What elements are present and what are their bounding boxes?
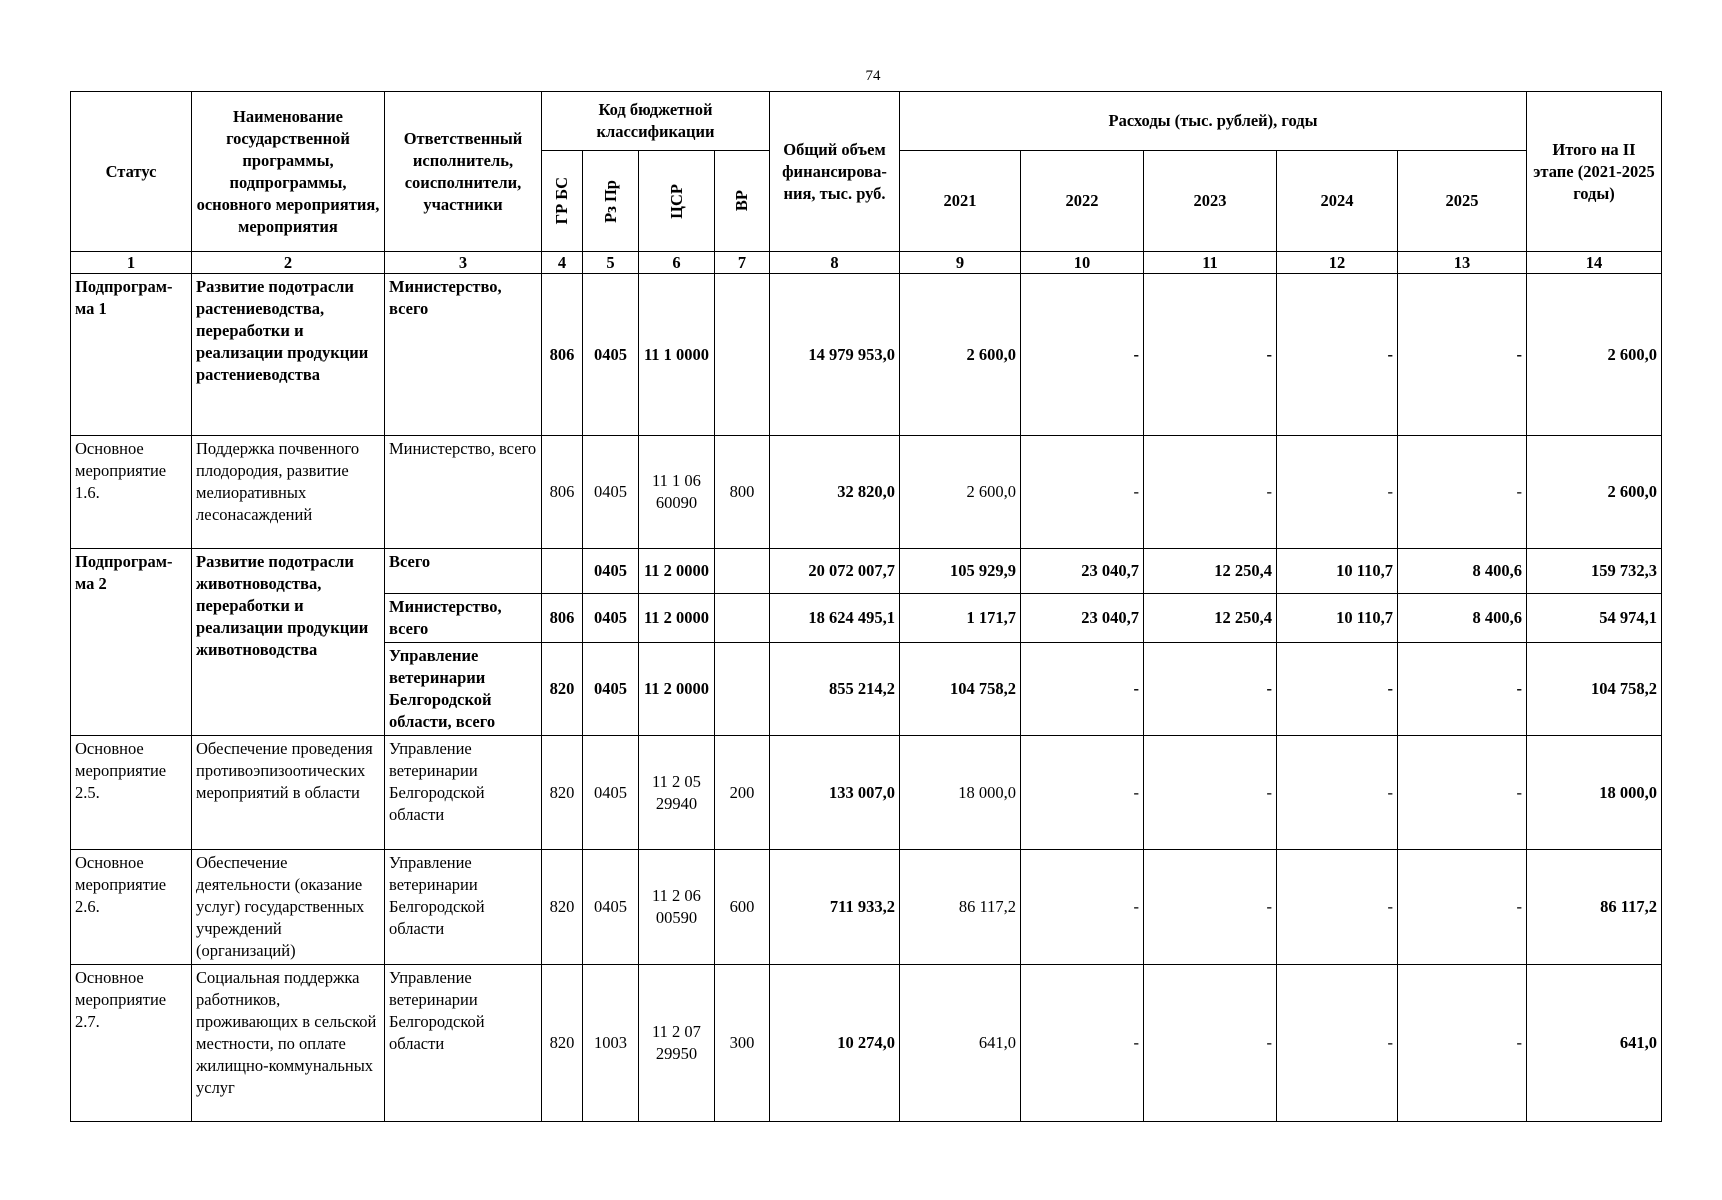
row-executor: Управление ветеринарии Белгородской области (385, 736, 542, 850)
row-executor: Министерство, всего (385, 274, 542, 436)
row-2025: - (1398, 643, 1527, 736)
header-rzpr: Рз Пр (600, 179, 620, 223)
row-grbs: 820 (542, 965, 583, 1122)
row-csr: 11 1 06 60090 (639, 436, 715, 549)
row-rzpr: 0405 (583, 549, 639, 594)
row-2025: 8 400,6 (1398, 549, 1527, 594)
row-csr: 11 2 0000 (639, 549, 715, 594)
column-number: 11 (1144, 252, 1277, 274)
row-name: Обеспечение деятельности (оказание услуг) государственных учреждений (организаций) (192, 850, 385, 965)
column-number: 1 (71, 252, 192, 274)
row-2025: - (1398, 850, 1527, 965)
row-total: 18 624 495,1 (770, 594, 900, 643)
row-vr (715, 594, 770, 643)
column-number: 6 (639, 252, 715, 274)
header-year-2024: 2024 (1277, 151, 1398, 252)
row-rzpr: 0405 (583, 736, 639, 850)
row-total: 32 820,0 (770, 436, 900, 549)
row-2025: - (1398, 274, 1527, 436)
row-2024: 10 110,7 (1277, 594, 1398, 643)
column-number: 12 (1277, 252, 1398, 274)
row-status: Подпрограм-ма 2 (71, 549, 192, 736)
table-row-measure-1-6 (71, 436, 1662, 549)
header-year-2021: 2021 (900, 151, 1021, 252)
table-row-measure-2-7 (71, 965, 1662, 1122)
row-name: Развитие подотрасли животноводства, переработки и реализации продукции животноводства (192, 549, 385, 736)
row-2021: 86 117,2 (900, 850, 1021, 965)
row-2025: - (1398, 436, 1527, 549)
column-number: 4 (542, 252, 583, 274)
row-total: 14 979 953,0 (770, 274, 900, 436)
row-stage-total: 54 974,1 (1527, 594, 1662, 643)
row-2023: - (1144, 736, 1277, 850)
row-2025: 8 400,6 (1398, 594, 1527, 643)
row-2022: - (1021, 643, 1144, 736)
header-csr: ЦСР (666, 183, 686, 219)
row-total: 20 072 007,7 (770, 549, 900, 594)
row-csr: 11 2 05 29940 (639, 736, 715, 850)
row-2023: - (1144, 436, 1277, 549)
row-grbs: 820 (542, 850, 583, 965)
column-number: 14 (1527, 252, 1662, 274)
row-2022: - (1021, 850, 1144, 965)
row-2021: 2 600,0 (900, 436, 1021, 549)
row-rzpr: 0405 (583, 274, 639, 436)
header-year-2022: 2022 (1021, 151, 1144, 252)
row-total: 711 933,2 (770, 850, 900, 965)
column-number: 10 (1021, 252, 1144, 274)
row-2024: - (1277, 850, 1398, 965)
header-expenses: Расходы (тыс. рублей), годы (900, 92, 1527, 151)
row-status: Основное мероприятие 1.6. (71, 436, 192, 549)
row-csr: 11 2 0000 (639, 643, 715, 736)
row-csr: 11 1 0000 (639, 274, 715, 436)
row-2022: - (1021, 274, 1144, 436)
row-stage-total: 86 117,2 (1527, 850, 1662, 965)
row-rzpr: 1003 (583, 965, 639, 1122)
row-total: 10 274,0 (770, 965, 900, 1122)
row-csr: 11 2 07 29950 (639, 965, 715, 1122)
row-2025: - (1398, 736, 1527, 850)
row-2022: 23 040,7 (1021, 549, 1144, 594)
row-executor: Министерство, всего (385, 436, 542, 549)
header-stage-total: Итого на II этапе (2021-2025 годы) (1527, 92, 1662, 252)
column-number: 5 (583, 252, 639, 274)
row-stage-total: 2 600,0 (1527, 274, 1662, 436)
column-number: 8 (770, 252, 900, 274)
column-number: 9 (900, 252, 1021, 274)
row-vr (715, 643, 770, 736)
row-vr: 200 (715, 736, 770, 850)
row-status: Подпрограм-ма 1 (71, 274, 192, 436)
row-vr (715, 274, 770, 436)
row-name: Социальная поддержка работников, проживающих в сельской местности, по оплате жилищно-коммунальных услуг (192, 965, 385, 1122)
row-grbs: 806 (542, 274, 583, 436)
row-executor: Всего (385, 549, 542, 594)
row-2021: 2 600,0 (900, 274, 1021, 436)
row-grbs (542, 549, 583, 594)
row-rzpr: 0405 (583, 643, 639, 736)
row-vr (715, 549, 770, 594)
row-status: Основное мероприятие 2.6. (71, 850, 192, 965)
row-rzpr: 0405 (583, 850, 639, 965)
row-csr: 11 2 0000 (639, 594, 715, 643)
header-year-2023: 2023 (1144, 151, 1277, 252)
row-executor: Управление ветеринарии Белгородской области, всего (385, 643, 542, 736)
row-executor: Министерство, всего (385, 594, 542, 643)
row-stage-total: 2 600,0 (1527, 436, 1662, 549)
column-number: 13 (1398, 252, 1527, 274)
row-2023: 12 250,4 (1144, 594, 1277, 643)
row-executor: Управление ветеринарии Белгородской области (385, 850, 542, 965)
row-stage-total: 104 758,2 (1527, 643, 1662, 736)
table-row-measure-2-5 (71, 736, 1662, 850)
row-name: Развитие подотрасли растениеводства, переработки и реализации продукции растениеводства (192, 274, 385, 436)
row-status: Основное мероприятие 2.7. (71, 965, 192, 1122)
page-number: 74 (865, 68, 881, 84)
column-number: 2 (192, 252, 385, 274)
row-stage-total: 18 000,0 (1527, 736, 1662, 850)
row-2021: 104 758,2 (900, 643, 1021, 736)
header-status: Статус (71, 92, 192, 252)
header-year-2025: 2025 (1398, 151, 1527, 252)
row-name: Поддержка почвенного плодородия, развитие мелиоративных лесонасаждений (192, 436, 385, 549)
column-number-row (71, 252, 1662, 274)
table-row-measure-2-6 (71, 850, 1662, 965)
row-vr: 600 (715, 850, 770, 965)
row-status: Основное мероприятие 2.5. (71, 736, 192, 850)
header-total-volume: Общий объем финансирова-ния, тыс. руб. (770, 92, 900, 252)
row-2021: 641,0 (900, 965, 1021, 1122)
row-vr: 800 (715, 436, 770, 549)
row-2021: 105 929,9 (900, 549, 1021, 594)
row-2022: 23 040,7 (1021, 594, 1144, 643)
table-row-subprogram-1 (71, 274, 1662, 436)
header-grbs: ГР БС (552, 177, 571, 225)
row-grbs: 820 (542, 643, 583, 736)
row-rzpr: 0405 (583, 594, 639, 643)
row-2024: - (1277, 965, 1398, 1122)
row-2023: - (1144, 643, 1277, 736)
row-2024: - (1277, 736, 1398, 850)
row-2024: - (1277, 436, 1398, 549)
row-2023: - (1144, 274, 1277, 436)
row-csr: 11 2 06 00590 (639, 850, 715, 965)
row-2022: - (1021, 965, 1144, 1122)
row-2023: - (1144, 850, 1277, 965)
row-2021: 18 000,0 (900, 736, 1021, 850)
header-name: Наименование государственной программы, подпрограммы, основного мероприятия, мероприятия (192, 92, 385, 252)
row-stage-total: 641,0 (1527, 965, 1662, 1122)
row-2024: - (1277, 274, 1398, 436)
row-2024: - (1277, 643, 1398, 736)
header-vr: ВР (732, 190, 751, 212)
row-stage-total: 159 732,3 (1527, 549, 1662, 594)
column-number: 7 (715, 252, 770, 274)
row-2022: - (1021, 736, 1144, 850)
row-2025: - (1398, 965, 1527, 1122)
row-2022: - (1021, 436, 1144, 549)
row-executor: Управление ветеринарии Белгородской области (385, 965, 542, 1122)
row-2023: 12 250,4 (1144, 549, 1277, 594)
row-name: Обеспечение проведения противоэпизоотических мероприятий в области (192, 736, 385, 850)
row-grbs: 806 (542, 436, 583, 549)
row-2023: - (1144, 965, 1277, 1122)
row-total: 133 007,0 (770, 736, 900, 850)
row-grbs: 820 (542, 736, 583, 850)
row-total: 855 214,2 (770, 643, 900, 736)
budget-table (70, 91, 1662, 1122)
column-number: 3 (385, 252, 542, 274)
row-rzpr: 0405 (583, 436, 639, 549)
table-row-subprogram-2 (71, 549, 1662, 594)
header-executor: Ответственный исполнитель, соисполнители, участники (385, 92, 542, 252)
row-vr: 300 (715, 965, 770, 1122)
row-2024: 10 110,7 (1277, 549, 1398, 594)
row-grbs: 806 (542, 594, 583, 643)
header-budget-code: Код бюджетной классификации (542, 92, 770, 151)
row-2021: 1 171,7 (900, 594, 1021, 643)
